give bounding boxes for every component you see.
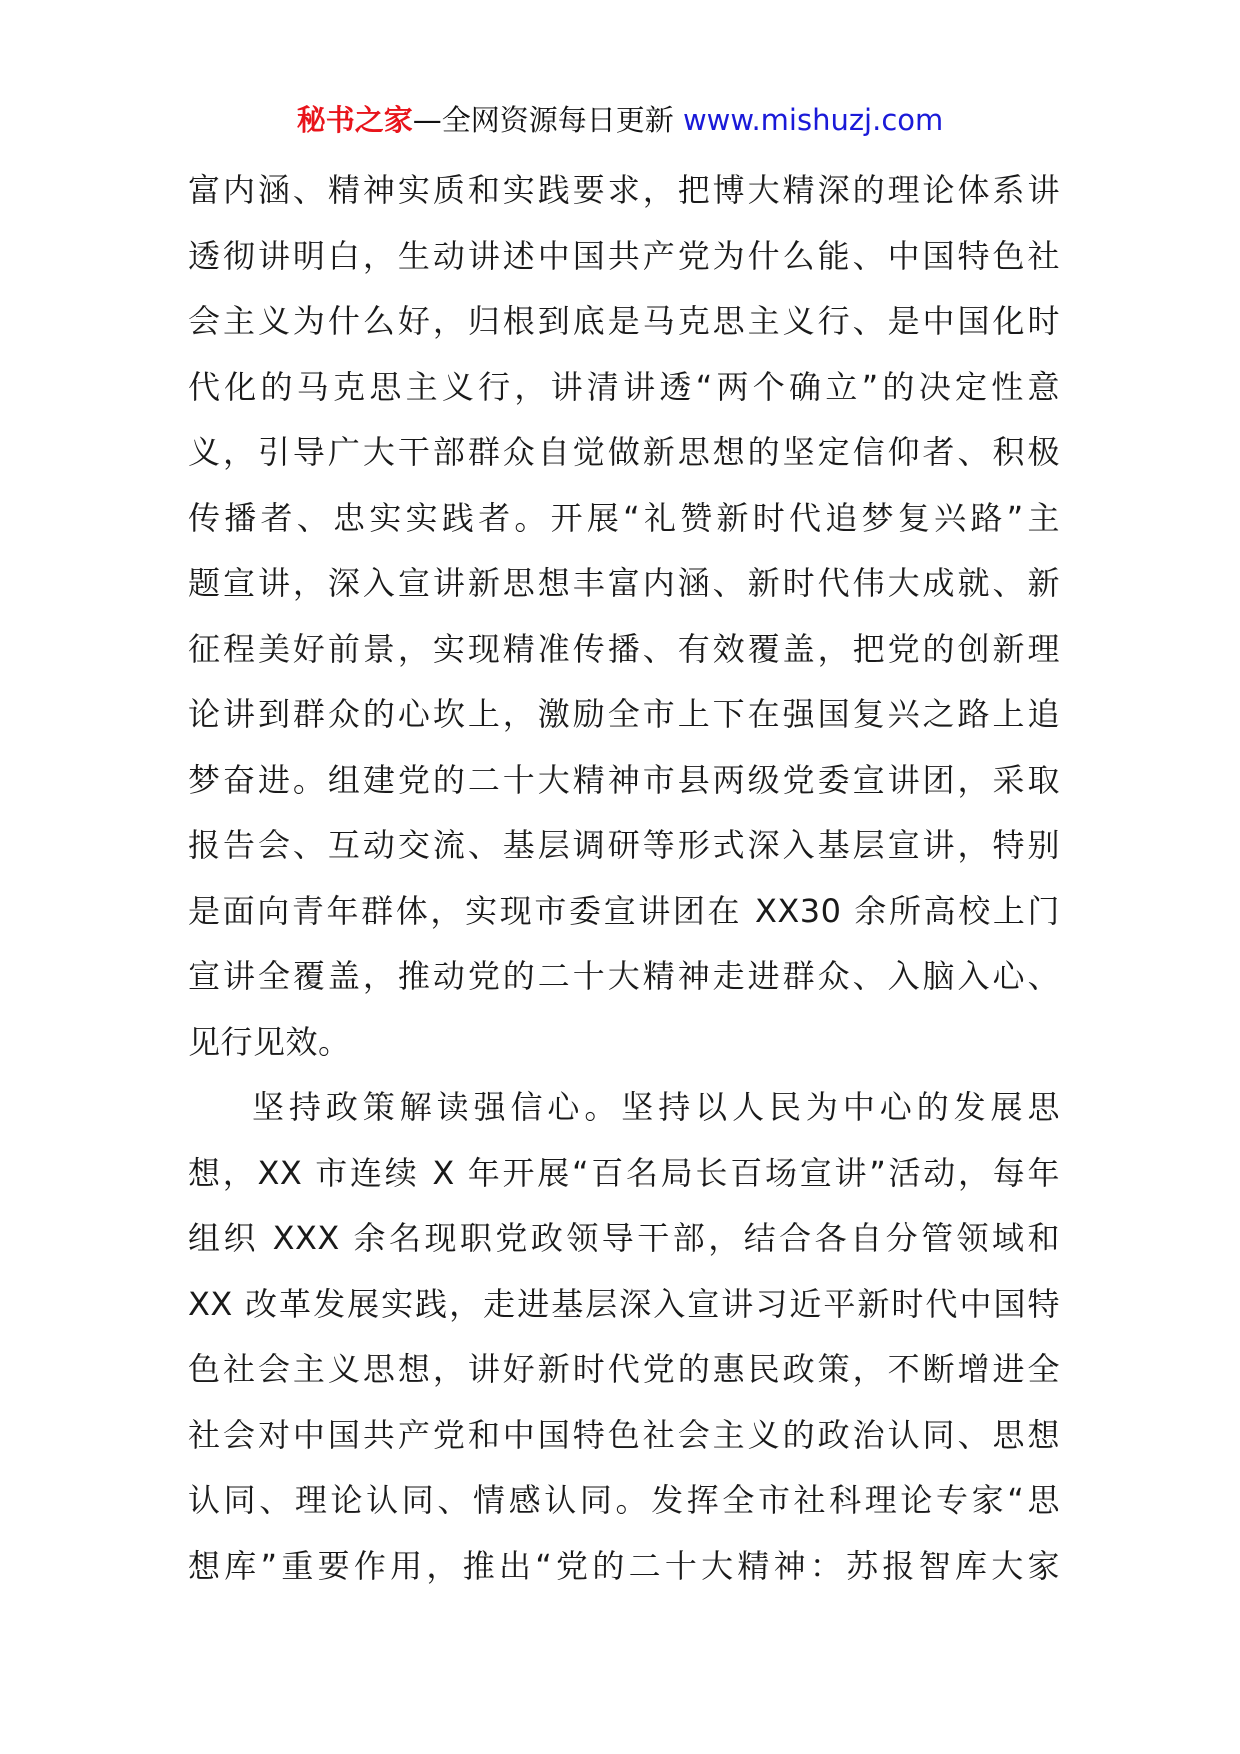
text-line: 想，XX 市连续 X 年开展“百名局长百场宣讲”活动，每年: [188, 1153, 1060, 1192]
site-brand: 秘书之家: [296, 103, 413, 137]
text-line: 色社会主义思想，讲好新时代党的惠民政策，不断增进全: [188, 1350, 1060, 1388]
text-line: 宣讲全覆盖，推动党的二十大精神走进群众、入脑入心、: [188, 957, 1060, 995]
text-line: 会主义为什么好，归根到底是马克思主义行、是中国化时: [188, 302, 1060, 340]
site-tagline: —全网资源每日更新: [412, 103, 683, 137]
paragraph-1: [188, 158, 1060, 1075]
text-line: XX 改革发展实践，走进基层深入宣讲习近平新时代中国特: [188, 1284, 1060, 1323]
text-line: 想库”重要作用，推出“党的二十大精神：苏报智库大家: [188, 1546, 1060, 1585]
page-header: [0, 100, 1240, 140]
text-line: 题宣讲，深入宣讲新思想丰富内涵、新时代伟大成就、新: [188, 564, 1060, 602]
text-line: 代化的马克思主义行，讲清讲透“两个确立”的决定性意: [188, 367, 1060, 406]
text-line: 梦奋进。组建党的二十大精神市县两级党委宣讲团，采取: [188, 760, 1060, 799]
text-line: 富内涵、精神实质和实践要求，把博大精深的理论体系讲: [188, 171, 1060, 209]
text-line: 传播者、忠实实践者。开展“礼赞新时代追梦复兴路”主: [188, 498, 1060, 537]
text-line: 征程美好前景，实现精准传播、有效覆盖，把党的创新理: [188, 629, 1060, 668]
text-line: 社会对中国共产党和中国特色社会主义的政治认同、思想: [188, 1415, 1060, 1454]
text-line: 认同、理论认同、情感认同。发挥全市社科理论专家“思: [188, 1481, 1060, 1519]
text-line: 透彻讲明白，生动讲述中国共产党为什么能、中国特色社: [188, 236, 1060, 275]
text-line: 论讲到群众的心坎上，激励全市上下在强国复兴之路上追: [188, 695, 1060, 733]
document-body: [188, 158, 1060, 1599]
text-line: 坚持政策解读强信心。坚持以人民为中心的发展思: [252, 1088, 1060, 1126]
text-line: 见行见效。: [188, 1022, 351, 1061]
text-line: 是面向青年群体，实现市委宣讲团在 XX30 余所高校上门: [188, 891, 1060, 930]
text-line: 报告会、互动交流、基层调研等形式深入基层宣讲，特别: [188, 826, 1060, 864]
text-line: 组织 XXX 余名现职党政领导干部，结合各自分管领域和: [188, 1219, 1060, 1257]
text-line: 义，引导广大干部群众自觉做新思想的坚定信仰者、积极: [188, 433, 1060, 471]
site-url-link[interactable]: www.mishuzj.com: [682, 103, 944, 137]
paragraph-2: [188, 1075, 1060, 1599]
